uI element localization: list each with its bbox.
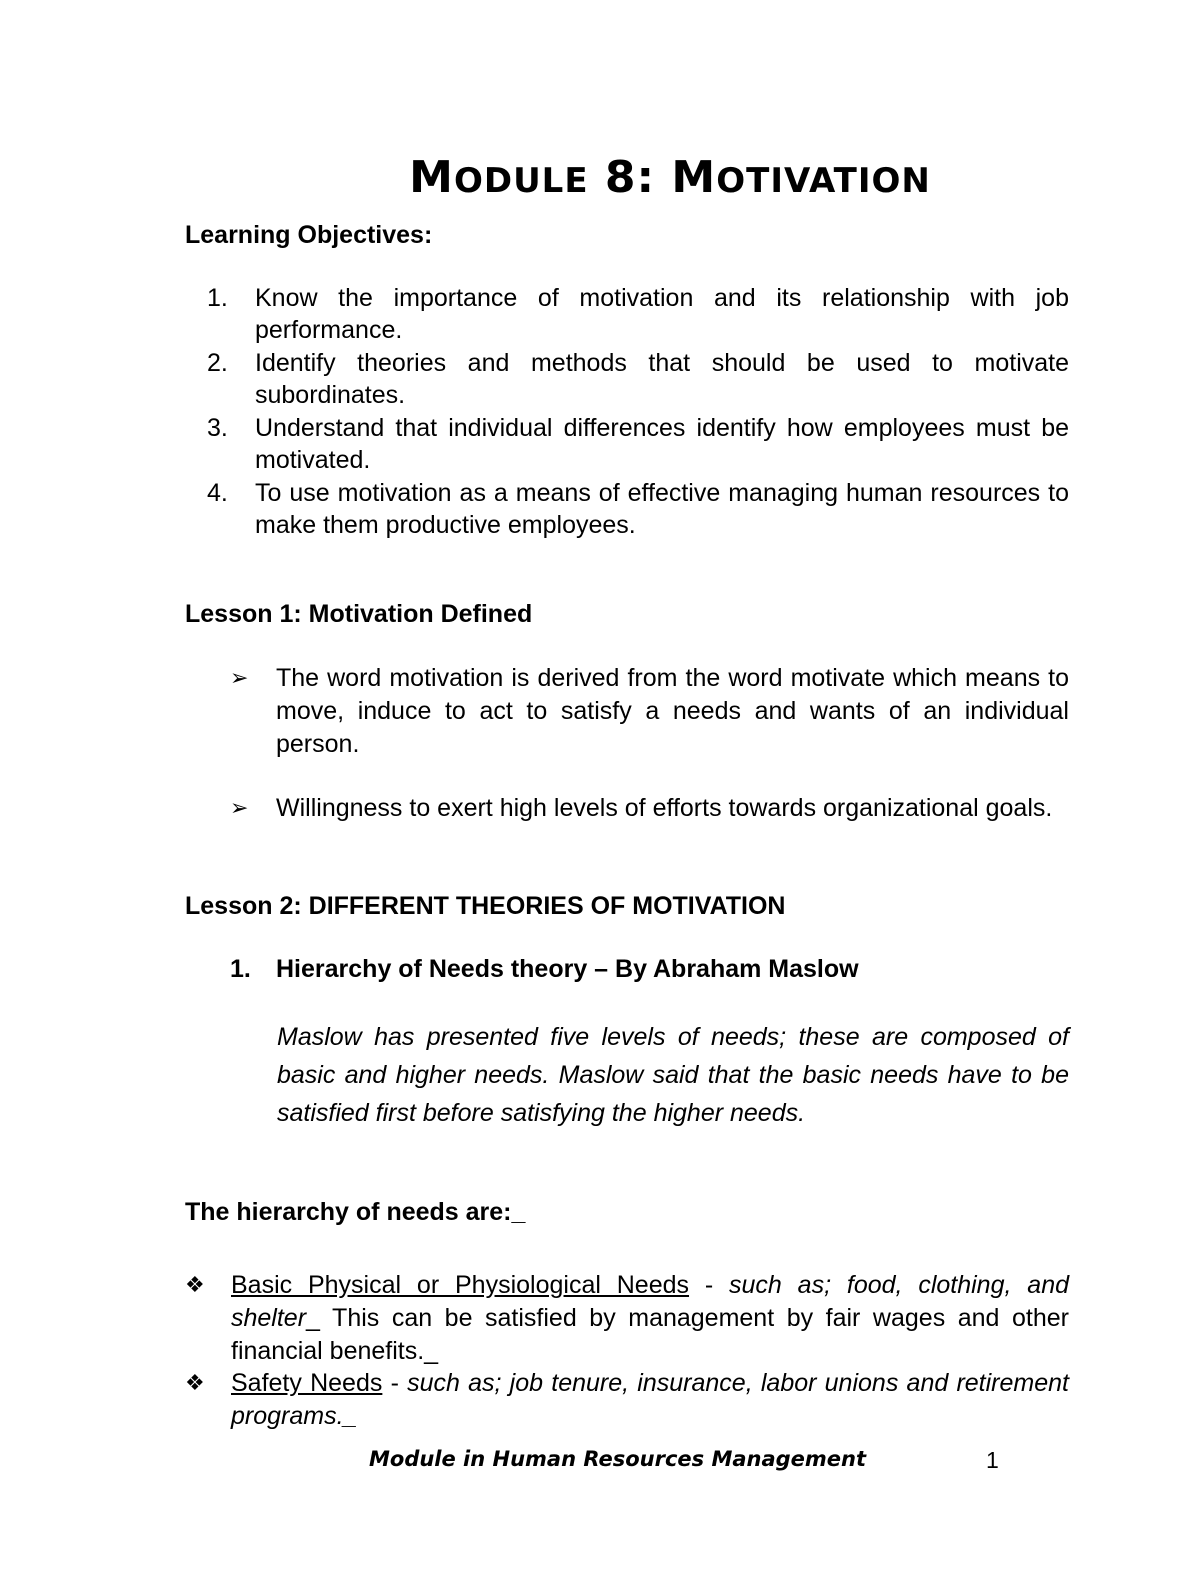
list-item: ➢ Willingness to exert high levels of efforts towards organizational goals.	[230, 792, 1069, 825]
title-motivation-word: OTIVATION	[716, 161, 931, 201]
objective-item: 3. Understand that individual differences identify how employees must be motivated.	[207, 414, 1069, 474]
need-label: Safety Needs	[231, 1369, 383, 1397]
theory-paragraph: Maslow has presented five levels of needs; these are composed of basic and higher needs. Maslow said that the basic needs have to be satisfied first before satisfying the higher needs.	[277, 1023, 1069, 1127]
learning-objectives-heading: Learning Objectives:	[185, 221, 433, 249]
title-cap-m2: M	[671, 152, 717, 203]
title-number: 8:	[588, 152, 672, 203]
list-item: ➢ The word motivation is derived from the word motivate which means to move, induce to act to satisfy a needs and wants of an individual person.	[230, 664, 1069, 758]
page-footer: Module in Human Resources Management	[369, 1447, 867, 1471]
arrow-bullet-icon: ➢	[230, 666, 249, 691]
objective-item: 1. Know the importance of motivation and its relationship with job performance.	[207, 284, 1069, 344]
objective-item: 4. To use motivation as a means of effective managing human resources to make them productive employees.	[207, 479, 1069, 539]
learning-objectives-list	[185, 282, 1069, 542]
need-label: Basic Physical or Physiological Needs	[231, 1271, 690, 1299]
title-module-word: ODULE	[453, 161, 589, 201]
page-number: 1	[986, 1447, 999, 1473]
lesson1-heading: Lesson 1: Motivation Defined	[185, 600, 533, 628]
diamond-bullet-icon: ❖	[185, 1371, 205, 1396]
arrow-bullet-icon: ➢	[230, 796, 249, 821]
objective-item: 2. Identify theories and methods that should be used to motivate subordinates.	[207, 349, 1069, 409]
list-item: ❖ Basic Physical or Physiological Needs - such as; food, clothing, and shelter_ This can be satisfied by management by fair wages and other financial benefits._	[185, 1271, 1069, 1365]
diamond-bullet-icon: ❖	[185, 1273, 205, 1298]
lesson2-heading: Lesson 2: DIFFERENT THEORIES OF MOTIVATION	[185, 892, 786, 920]
theory-heading: 1. Hierarchy of Needs theory – By Abraham Maslow	[230, 955, 859, 983]
list-item: ❖ Safety Needs - such as; job tenure, insurance, labor unions and retirement programs._	[185, 1369, 1069, 1430]
title-cap-m1: M	[409, 152, 454, 203]
page-title	[0, 152, 1200, 203]
hierarchy-heading: The hierarchy of needs are:_	[185, 1198, 526, 1226]
